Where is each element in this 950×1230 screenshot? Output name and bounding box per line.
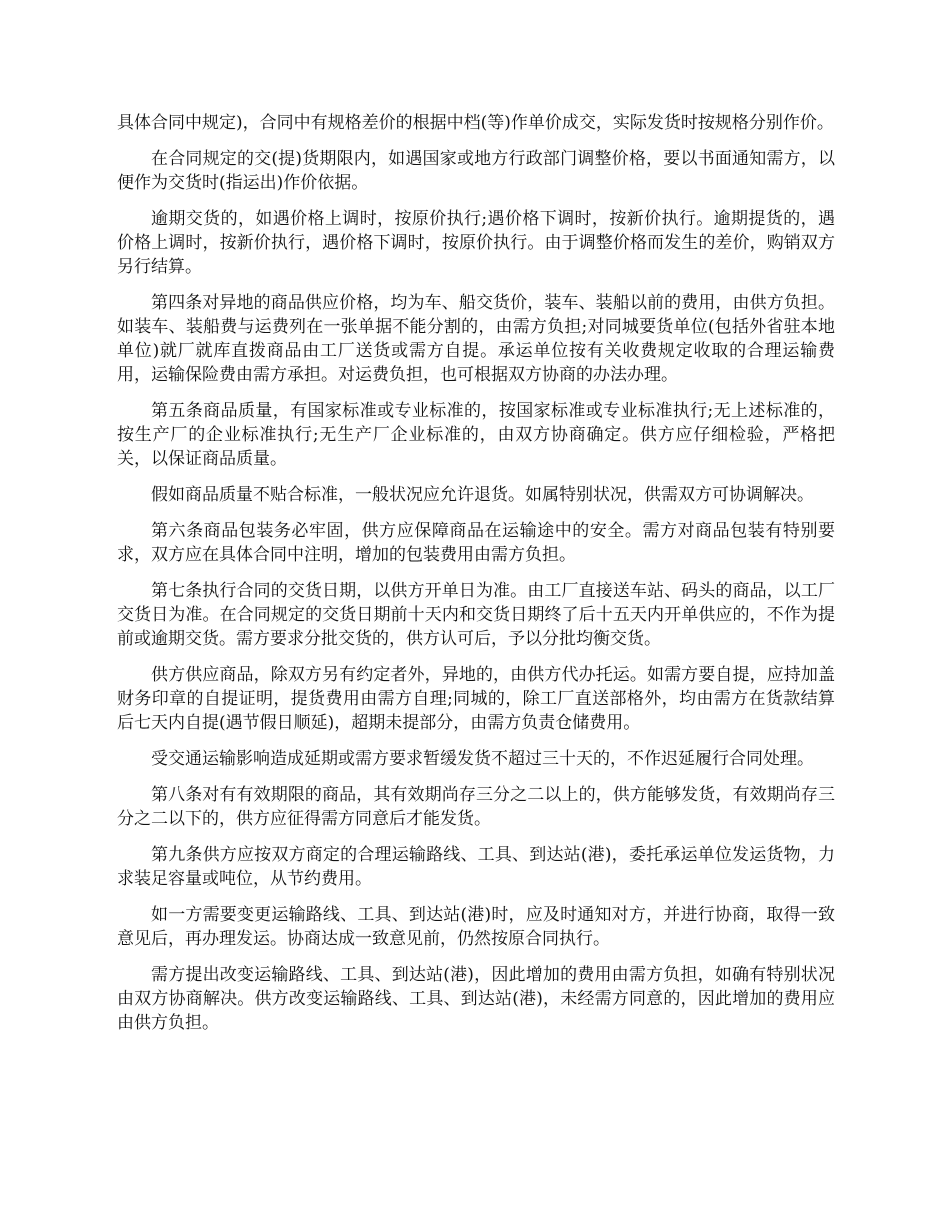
paragraph-supply-transport: 供方供应商品，除双方另有约定者外，异地的，由供方代办托运。如需方要自提，应持加盖财务印章的自提证明，提货费用由需方自理;同城的，除工厂直送部格外，均由需方在货款结算后七天内自提(遇节假日顺延)，超期未提部分，由需方负责仓储费用。 — [117, 665, 835, 733]
paragraph-overdue-delivery: 逾期交货的，如遇价格上调时，按原价执行;遇价格下调时，按新价执行。逾期提货的，遇价格上调时，按新价执行，遇价格下调时，按原价执行。由于调整价格而发生的差价，购销双方另行结算。 — [117, 209, 835, 277]
paragraph-quality-return: 假如商品质量不贴合标准，一般状况应允许退货。如属特别状况，供需双方可协调解决。 — [151, 485, 814, 505]
document-page — [117, 111, 835, 1047]
paragraph-route-change-cost: 需方提出改变运输路线、工具、到达站(港)，因此增加的费用由需方负担，如确有特别状况由双方协商解决。供方改变运输路线、工具、到达站(港)，未经需方同意的，因此增加的费用应由供方负担。 — [117, 965, 835, 1033]
paragraph-article-5: 第五条商品质量，有国家标准或专业标准的，按国家标准或专业标准执行;无上述标准的，按生产厂的企业标准执行;无生产厂企业标准的，由双方协商确定。供方应仔细检验，严格把关，以保证商品质量。 — [117, 401, 835, 469]
paragraph-article-8: 第八条对有有效期限的商品，其有效期尚存三分之二以上的，供方能够发货，有效期尚存三分之二以下的，供方应征得需方同意后才能发货。 — [117, 785, 835, 829]
paragraph-continuation: 具体合同中规定)，合同中有规格差价的根据中档(等)作单价成交，实际发货时按规格分别作价。 — [117, 113, 834, 133]
paragraph-article-7: 第七条执行合同的交货日期，以供方开单日为准。由工厂直接送车站、码头的商品，以工厂交货日为准。在合同规定的交货日期前十天内和交货日期终了后十五天内开单供应的，不作为提前或逾期交货。需方要求分批交货的，供方认可后，予以分批均衡交货。 — [117, 581, 835, 649]
paragraph-article-9: 第九条供方应按双方商定的合理运输路线、工具、到达站(港)，委托承运单位发运货物，力求装足容量或吨位，从节约费用。 — [117, 845, 835, 889]
paragraph-route-change: 如一方需要变更运输路线、工具、到达站(港)时，应及时通知对方，并进行协商，取得一致意见后，再办理发运。协商达成一致意见前，仍然按原合同执行。 — [117, 905, 835, 949]
paragraph-price-adjustment-notice: 在合同规定的交(提)货期限内，如遇国家或地方行政部门调整价格，要以书面通知需方，以便作为交货时(指运出)作价依据。 — [117, 149, 835, 193]
paragraph-article-6: 第六条商品包装务必牢固，供方应保障商品在运输途中的安全。需方对商品包装有特别要求，双方应在具体合同中注明，增加的包装费用由需方负担。 — [117, 521, 835, 565]
paragraph-transport-delay: 受交通运输影响造成延期或需方要求暂缓发货不超过三十天的，不作迟延履行合同处理。 — [151, 749, 814, 769]
paragraph-article-4: 第四条对异地的商品供应价格，均为车、船交货价，装车、装船以前的费用，由供方负担。如装车、装船费与运费列在一张单据不能分割的，由需方负担;对同城要货单位(包括外省驻本地单位)就厂就库直拨商品由工厂送货或需方自提。承运单位按有关收费规定收取的合理运输费用，运输保险费由需方承担。对运费负担，也可根据双方协商的办法办理。 — [117, 293, 835, 385]
